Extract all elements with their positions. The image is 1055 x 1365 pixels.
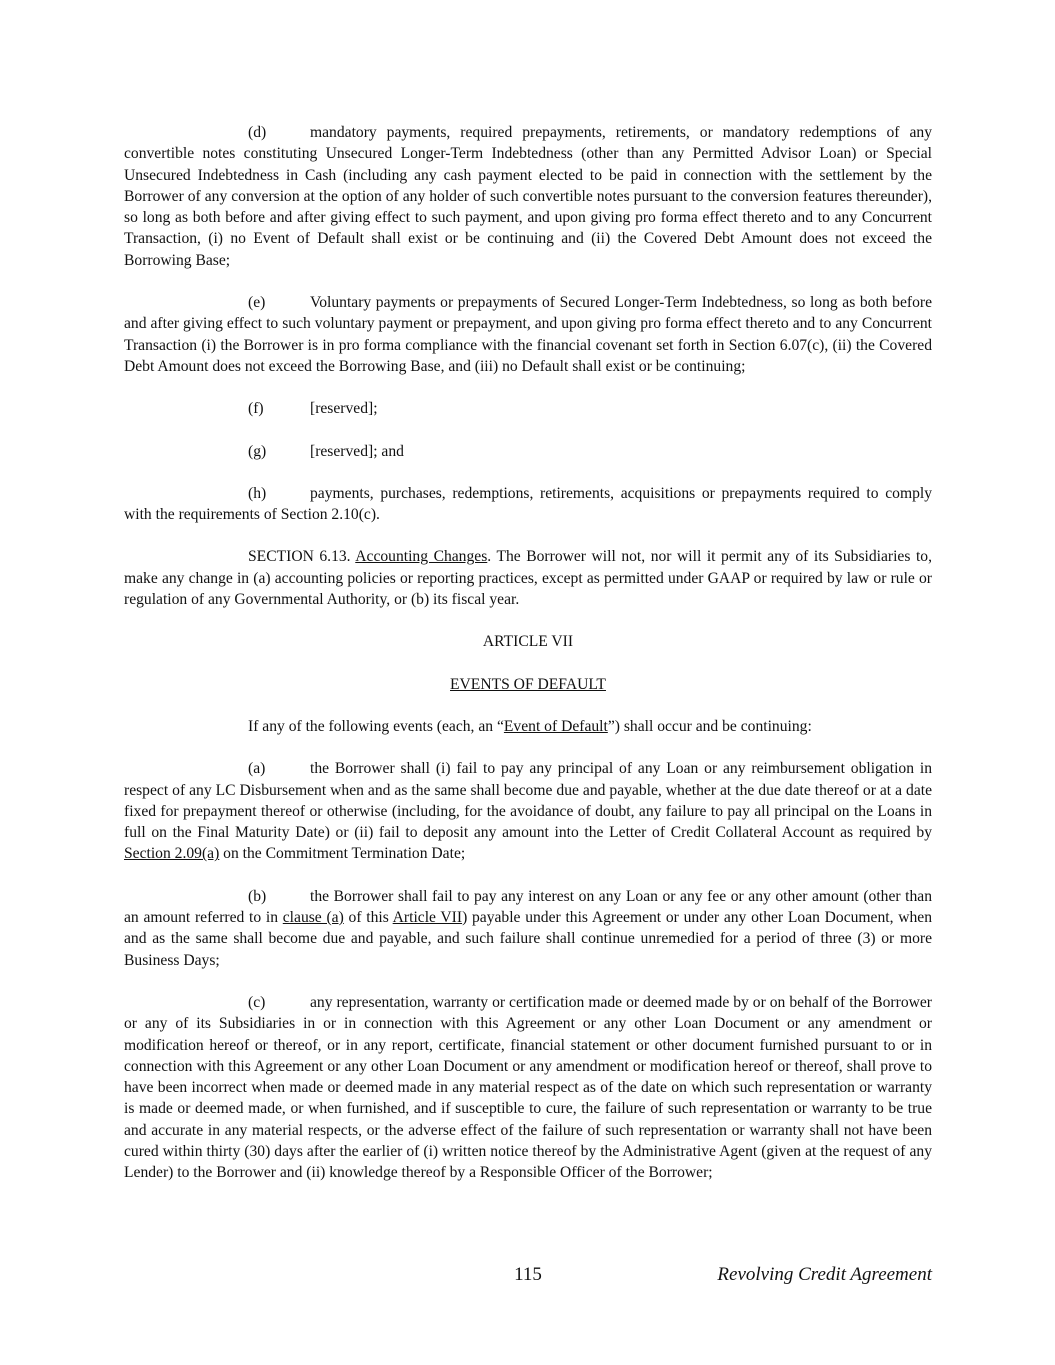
section-text: . The Borrower will not, nor will it permit any of its Subsidiaries to, make any change in (a) accounting policies or reporting practices, except as permitted under GAAP or required by law or rule or regulation of any Governmental Authority, or (b) its fiscal year. bbox=[124, 548, 932, 609]
clause-text: [reserved]; and bbox=[310, 442, 404, 460]
clause-label: (h) bbox=[248, 484, 267, 502]
section-heading: Accounting Changes bbox=[355, 548, 488, 566]
clause-text: any representation, warranty or certification made or deemed made by or on behalf of the Borrower or any of its Subsidiaries in or in connection with this Agreement or any other Loan Document or any amendment or modification hereof or thereof, or in any report, certificate, financial statement or other document furnished pursuant to or in connection with this Agreement or any other Loan Document or any amendment or modification hereof or thereof, shall prove to have been incorrect when made or deemed made in any material respect as of the date on which such representation or warranty is made or deemed made, or when furnished, and if susceptible to cure, the failure of such representation or warranty to be true and accurate in any material respects, or the adverse effect of the failure of such representation or warranty shall not have been cured within thirty (30) days after the earlier of (i) written notice thereof by the Administrative Agent (given at the request of any Lender) to the Borrower and (ii) knowledge thereof by a Responsible Officer of the Borrower; bbox=[124, 993, 932, 1182]
clause-text-end: on the Commitment Termination Date; bbox=[219, 845, 466, 863]
document-body bbox=[124, 122, 932, 1184]
clause-h bbox=[124, 483, 932, 526]
clause-text-end: ) payable under this Agreement or under any other Loan Document, when and as the same shall become due and payable, and such failure shall continue unremedied for a period of three (3) or more Business Days; bbox=[124, 909, 933, 969]
clause-a bbox=[124, 758, 932, 864]
section-number: SECTION 6.13. bbox=[248, 548, 351, 566]
clause-label: (e) bbox=[248, 294, 266, 312]
clause-label: (g) bbox=[248, 442, 267, 460]
cross-reference: Section 2.09(a) bbox=[124, 845, 220, 863]
clause-d bbox=[124, 122, 932, 271]
section-6-13 bbox=[124, 546, 932, 610]
article-title: ARTICLE VII bbox=[482, 633, 574, 651]
clause-text: payments, purchases, redemptions, retirements, acquisitions or prepayments required to comply with the requirements of Section 2.10(c). bbox=[124, 484, 932, 524]
clause-e bbox=[124, 292, 932, 377]
clause-b bbox=[124, 886, 932, 971]
clause-label: (c) bbox=[248, 993, 266, 1011]
clause-text: the Borrower shall fail to pay any interest on any Loan or any fee or any other amount (other than an amount referred to in bbox=[124, 887, 932, 927]
article-subtitle-text: EVENTS OF DEFAULT bbox=[450, 675, 606, 693]
intro-after: ”) shall occur and be continuing: bbox=[607, 717, 812, 735]
page-number: 115 bbox=[514, 1264, 542, 1285]
clause-text: mandatory payments, required prepayments, retirements, or mandatory redemptions of any convertible notes constituting Unsecured Longer-Term Indebtedness (other than any Permitted Advisor Loan) or Special Unsecured Indebtedness in Cash (including any cash payment elected to be paid in connection with the settlement by the Borrower of any conversion at the option of any holder of such convertible notes pursuant to the conversion features thereunder), so long as both before and after giving effect to such payment, and upon giving pro forma effect thereto and to any Concurrent Transaction, (i) no Event of Default shall exist or be continuing and (ii) the Covered Debt Amount does not exceed the Borrowing Base; bbox=[124, 124, 932, 269]
events-intro bbox=[124, 716, 932, 737]
article-subtitle bbox=[124, 674, 932, 695]
clause-text-mid: of this bbox=[343, 909, 393, 927]
clause-c bbox=[124, 992, 932, 1184]
clause-text: Voluntary payments or prepayments of Secured Longer-Term Indebtedness, so long as both before and after giving effect to such voluntary payment or prepayment, and upon giving pro forma effect thereto and to any Concurrent Transaction (i) the Borrower is in pro forma compliance with the financial covenant set forth in Section 6.07(c), (ii) the Covered Debt Amount does not exceed the Borrowing Base, and (iii) no Default shall exist or be continuing; bbox=[124, 294, 932, 375]
intro-before: If any of the following events (each, an “ bbox=[248, 717, 504, 735]
document-title: Revolving Credit Agreement bbox=[717, 1264, 932, 1285]
clause-text: [reserved]; bbox=[310, 400, 378, 418]
clause-label: (b) bbox=[248, 887, 267, 905]
page-footer bbox=[124, 1264, 932, 1288]
clause-label: (d) bbox=[248, 124, 267, 141]
clause-text: the Borrower shall (i) fail to pay any principal of any Loan or any reimbursement obligation in respect of any LC Disbursement when and as the same shall become due and payable, whether at the due date thereof or at a date fixed for prepayment thereof or otherwise (including, for the avoidance of doubt, any failure to pay all principal on the Loans in full on the Final Maturity Date) or (ii) fail to deposit any amount into the Letter of Credit Collateral Account as required by bbox=[124, 760, 932, 842]
cross-reference: Article VII bbox=[392, 909, 463, 927]
clause-label: (f) bbox=[248, 400, 264, 418]
clause-f bbox=[124, 398, 932, 419]
clause-g bbox=[124, 441, 932, 462]
clause-label: (a) bbox=[248, 760, 266, 778]
cross-reference: clause (a) bbox=[282, 909, 344, 927]
defined-term: Event of Default bbox=[503, 717, 608, 735]
